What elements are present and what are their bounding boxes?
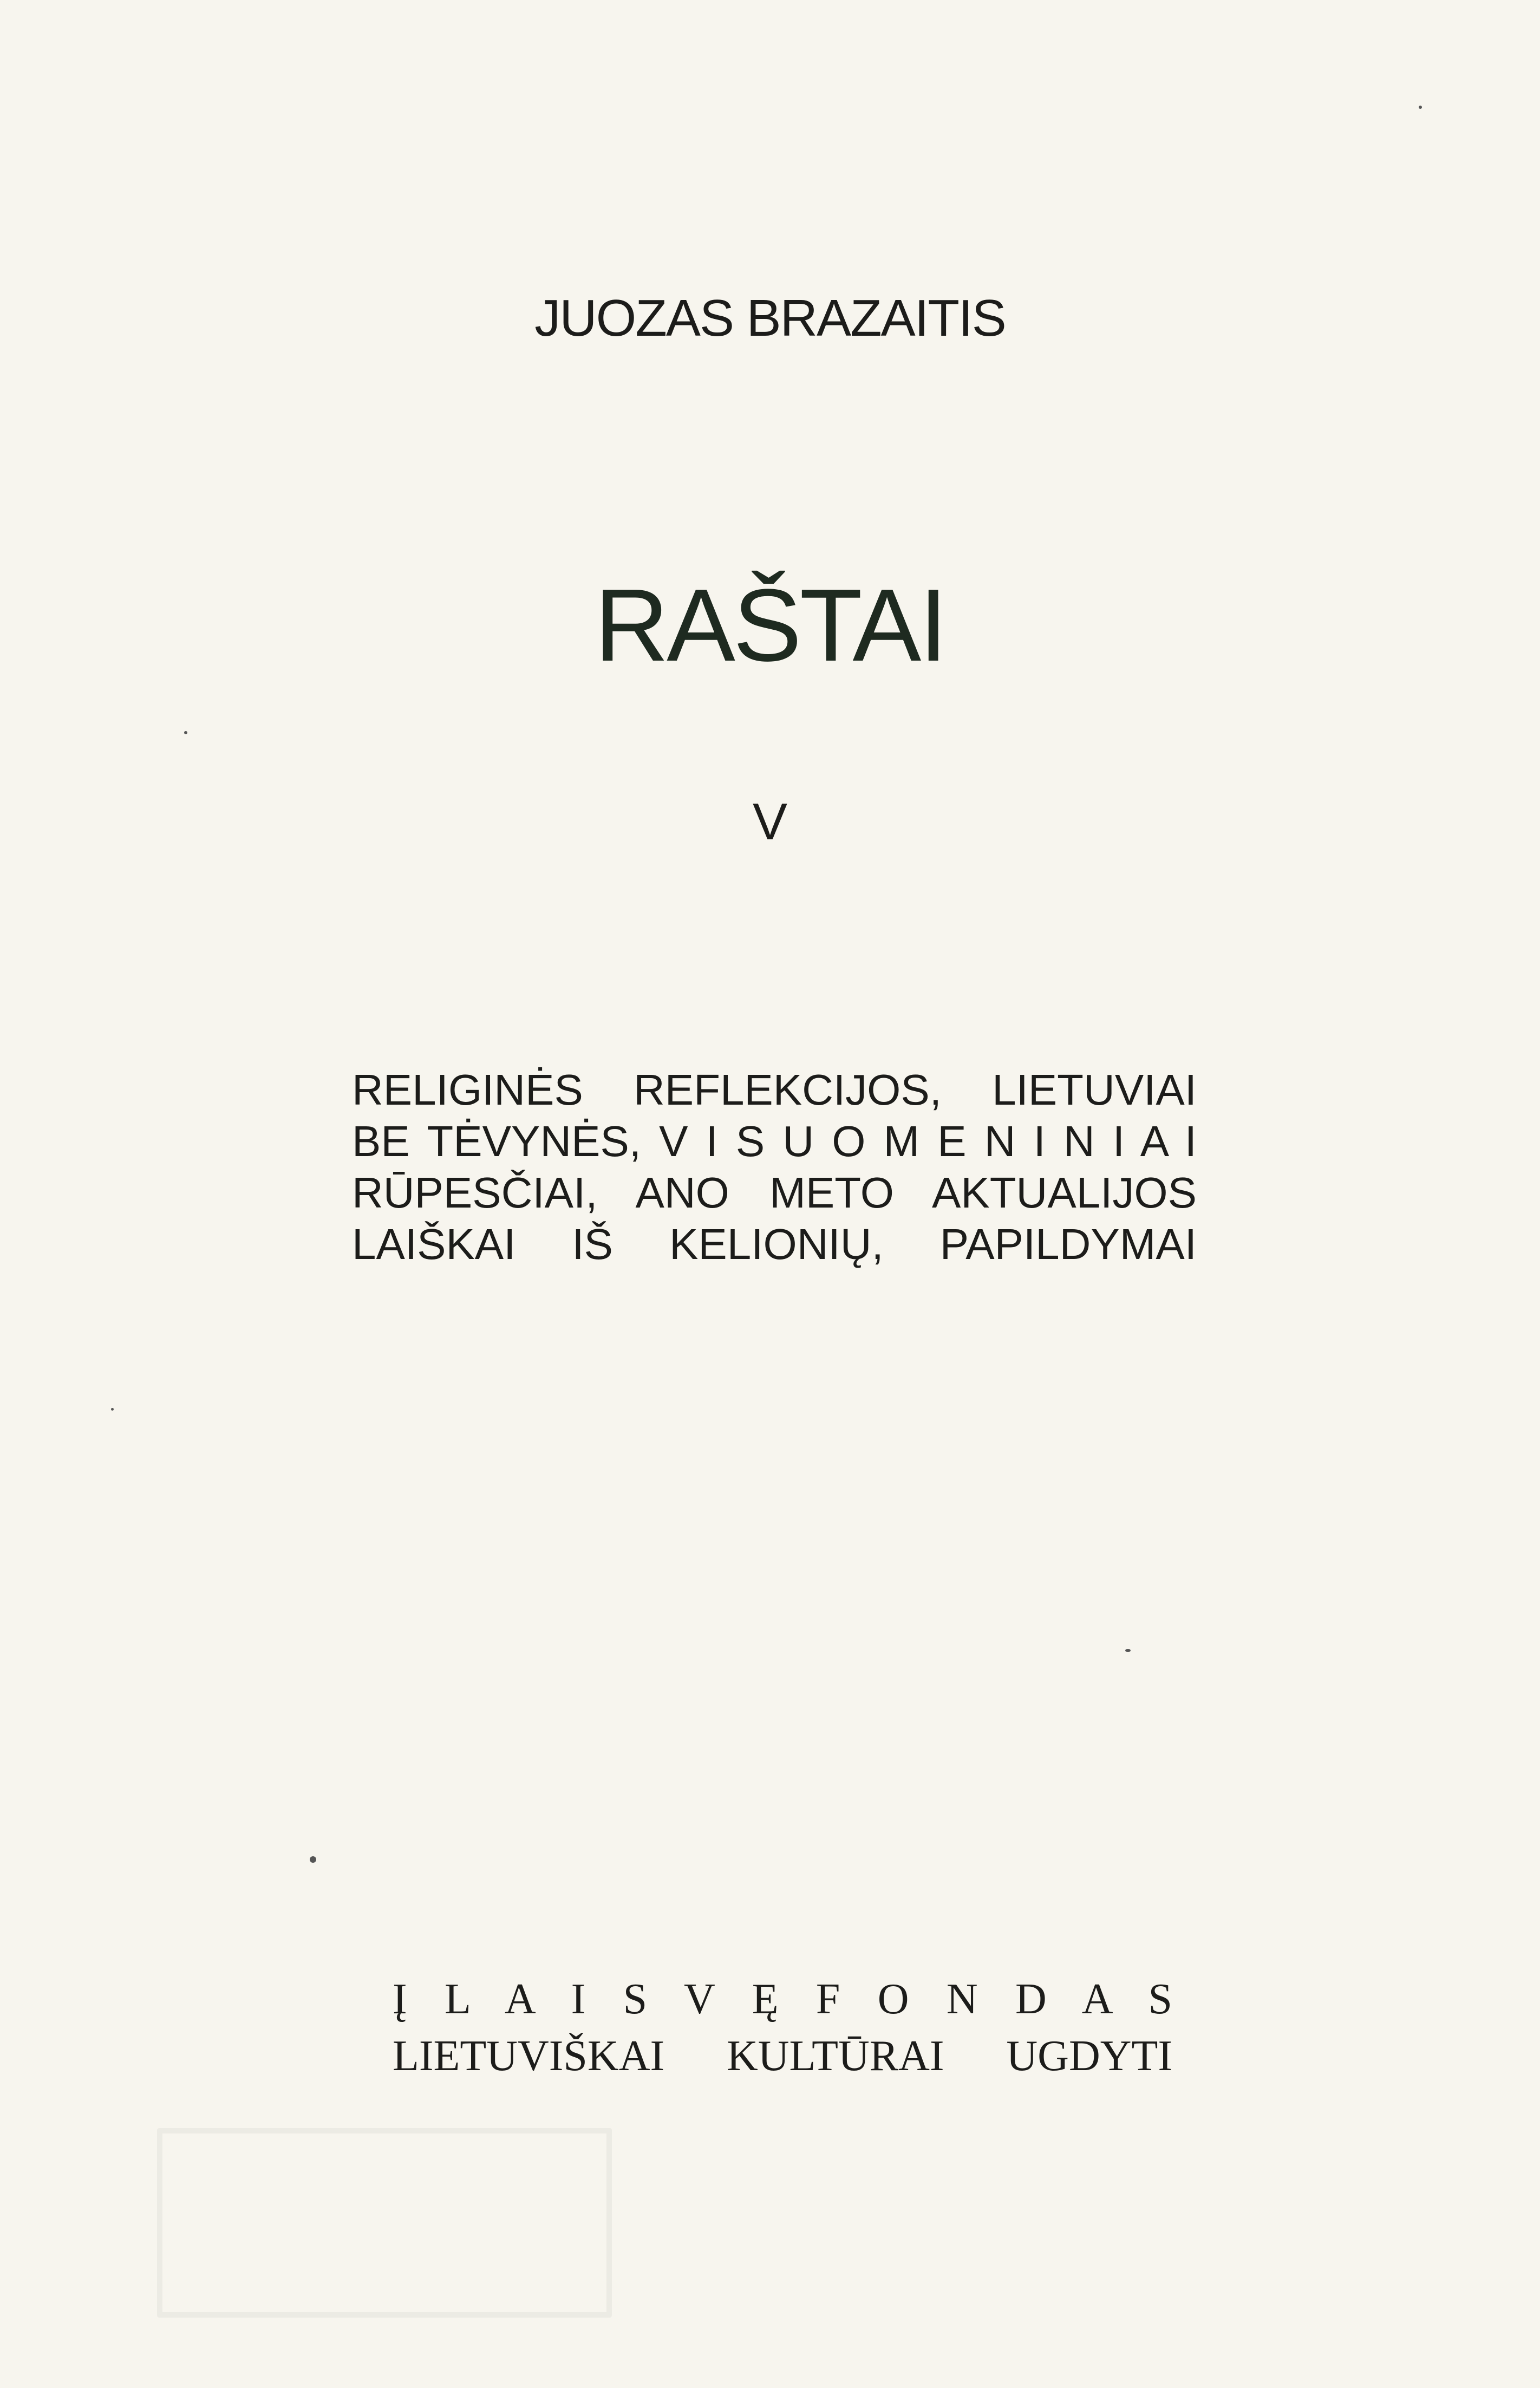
scan-speck: [111, 1408, 114, 1411]
publisher-motto: LIETUVIŠKAI KULTŪRAI UGDYTI: [393, 2032, 1172, 2080]
volume-number: V: [752, 793, 788, 851]
contents-line: RŪPESČIAI, ANO METO AKTUALIJOS: [352, 1169, 1197, 1217]
contents-line: RELIGINĖS REFLEKCIJOS, LIETUVIAI: [352, 1066, 1197, 1114]
publisher-name: Į L A I S V Ę F O N D A S: [393, 1975, 1172, 2023]
author-name: JUOZAS BRAZAITIS: [534, 289, 1006, 347]
book-title: RAŠTAI: [594, 568, 946, 683]
contents-line: BE TĖVYNĖS, V I S U O M E N I N I A I: [352, 1117, 1197, 1165]
volume-contents: [352, 1064, 1197, 1270]
contents-line: LAIŠKAI IŠ KELIONIŲ, PAPILDYMAI: [352, 1220, 1197, 1268]
scan-speck: [184, 731, 187, 734]
scan-speck: [1419, 106, 1422, 109]
scan-speck: [1125, 1649, 1131, 1652]
bleed-through-stamp: [157, 2128, 612, 2318]
scan-speck: [310, 1856, 316, 1863]
publisher: [393, 1971, 1172, 2085]
